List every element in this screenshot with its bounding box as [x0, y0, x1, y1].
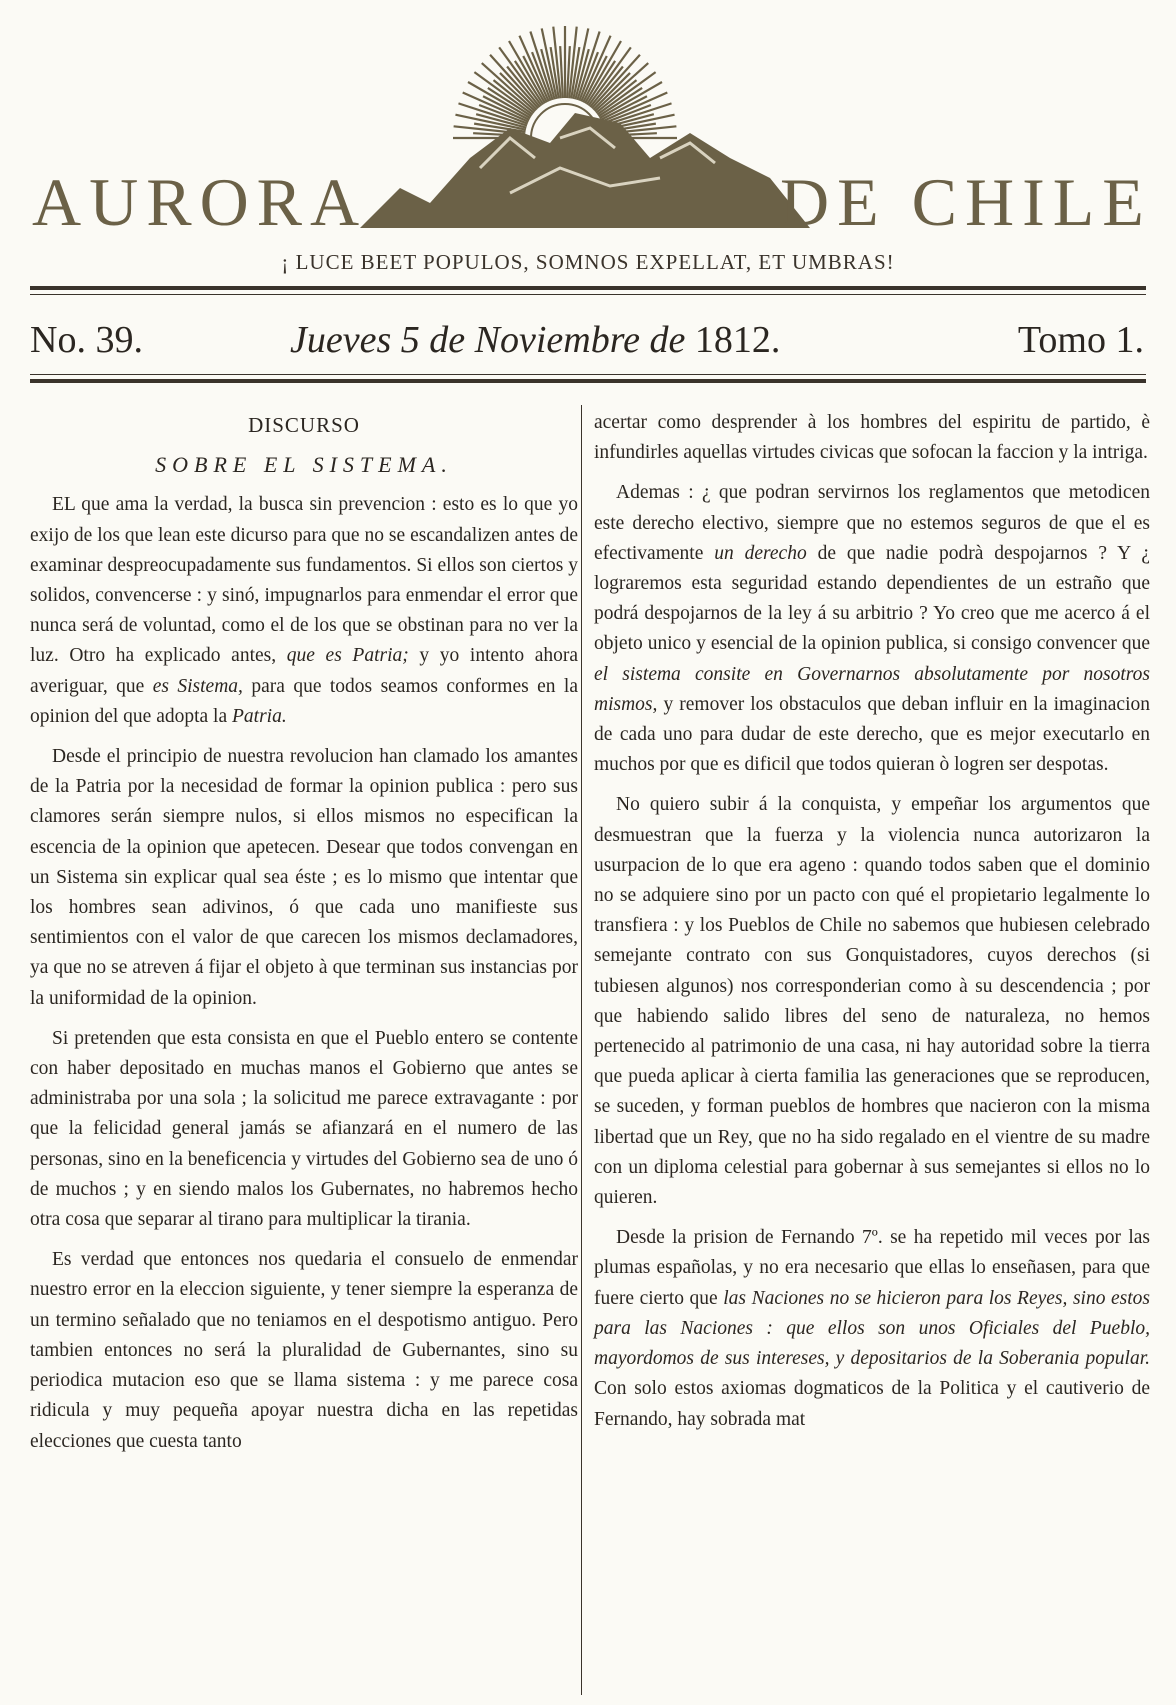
rule-bottom-thin [30, 374, 1146, 375]
paragraph: No quiero subir á la conquista, y empeñar los argumentos que desmuestran que la fuerza y la violencia nunca autorizaron la usurpacion de lo que era ageno : quando todos saben que el dominio no se adquiere sino por un pacto con qué el propietario legalmente lo transfiera : y los Pueblos de Chile no sabemos que hubiesen celebrado semejante contrato con sus Gonquistadores, cuyos derechos (si tubiesen algunos) nos corresponderian como à su descendencia ; por que habiendo salido libres del seno de naturaleza, no hemos pertenecido al patrimonio de una casa, ni hay autoridad sobre la tierra que pueda aplicar à cierta familia las generaciones que se reproducen, se suceden, y forman pueblos de hombres que nacieron con la misma libertad que un Rey, que no ha sido regalado en el vientre de su madre con un diploma celestial para gobernar à sus semejantes si ellos no lo quieren. [594, 794, 1150, 1209]
rule-top-thin [30, 294, 1146, 295]
text-run: y remover los obstaculos que deban influir en la imaginacion de cada uno para dudar de este derecho, que es mejor executarlo en muchos por que es dificil que todos quieran ò logren ser despotas. [594, 693, 1151, 776]
text-run-italic: Patria. [232, 705, 287, 727]
text-run: para que todos seamos conformes en la opinion del que adopta la [30, 675, 579, 727]
rule-top [30, 286, 1146, 290]
issue-tome: Tomo 1. [1017, 319, 1144, 361]
paragraph [594, 478, 1150, 780]
text-run: Ademas : ¿ que podran servirnos los reglamentos que metodicen este derecho electivo, siempre que no estemos seguros de que el es efectivamente [594, 482, 1150, 564]
text-run-italic: un derecho [714, 542, 807, 564]
paragraph [594, 1223, 1150, 1434]
rising-sun-over-mountains-icon [360, 18, 810, 238]
right-column [594, 408, 1150, 1445]
paragraph: acertar como desprender à los hombres del espiritu de partido, è infundirles aquellas virtudes civicas que sofocan la faccion y la intriga. [594, 412, 1150, 464]
text-run: Desde la prision de Fernando 7º. se ha repetido mil veces por las plumas españolas, y no era necesario que ellas lo enseñasen, para que fuere cierto que [594, 1227, 1150, 1309]
text-run-italic: es Sistema, [152, 675, 243, 697]
paragraph: Desde el principio de nuestra revolucion han clamado los amantes de la Patria por la necesidad de formar la opinion publica : pero sus clamores serán siempre nulos, si ellos mismos no especifican la escencia de la opinion que apetecen. Desear que todos convengan en un Sistema sin explicar qual sea éste ; es lo mismo que intentar que los hombres sean adivinos, ó que cada uno manifieste sus sentimientos con el valor de que carecen los mismos declamadores, ya que no se atreven á fijar el objeto à que terminan sus instancias por la uniformidad de la opinion. [30, 746, 578, 1009]
text-run: de que nadie podrà despojarnos ? Y ¿ lograremos esta seguridad estando dependientes de un estraño que podrá despojarnos de la ley á su arbitrio ? Yo creo que me acerco á el objeto unico y esencial de la opinion publica, si consigo convencer que [594, 542, 1151, 655]
text-run-italic: el sistema consite en Governarnos absolutamente por nosotros mismos, [594, 663, 1150, 715]
issue-date-text: Jueves 5 de Noviembre de [290, 319, 686, 361]
text-run: EL que ama la verdad, la busca sin prevencion : esto es lo que yo exijo de los que lean este dicurso para que no se escandalizen antes de examinar despreocupadamente sus fundamentos. Si ellos son ciertos y solidos, convencerse : y sinó, impugnarlos para enmendar el error que nunca será de voluntad, como el de los que se obstinan para no ver la luz. Otro ha explicado antes, [30, 494, 578, 667]
text-run-italic: que es Patria; [286, 645, 409, 667]
issue-year: 1812. [694, 319, 781, 361]
article-heading: DISCURSO [248, 413, 360, 437]
issue-number: No. 39. [30, 319, 143, 361]
rule-bottom [30, 379, 1146, 383]
article-subheading: SOBRE EL SISTEMA. [155, 452, 453, 478]
left-column [30, 410, 578, 1467]
issue-date [290, 318, 780, 362]
text-run-italic: las Naciones no se hicieron para los Reyes, sino estos para las Naciones : que ellos son unos Oficiales del Pueblo, mayordomos de sus intereses, y depositarios de la Soberania popular. [594, 1287, 1151, 1370]
masthead-title-left: AURORA [32, 164, 368, 240]
text-run: Con solo estos axiomas dogmaticos de la Politica y el cautiverio de Fernando, hay sobrada mat [594, 1378, 1150, 1430]
text-run: y yo intento ahora averiguar, que [30, 645, 579, 697]
masthead-title-right: DE CHILE [780, 164, 1152, 240]
paragraph [30, 490, 578, 732]
masthead-motto: ¡ LUCE BEET POPULOS, SOMNOS EXPELLAT, ET UMBRAS! [281, 250, 895, 274]
column-divider [581, 405, 582, 1695]
paragraph: Si pretenden que esta consista en que el Pueblo entero se contente con haber depositado en muchas manos el Gobierno que antes se administraba por una sola ; la solicitud me parece extravagante : por que la felicidad general jamás se afianzará en el numero de las personas, sino en la beneficencia y virtudes del Gobierno sea de uno ó de muchos ; y en siendo malos los Gubernates, no habremos hecho otra cosa que separar al tirano para multiplicar la tirania. [30, 1027, 578, 1231]
paragraph: Es verdad que entonces nos quedaria el consuelo de enmendar nuestro error en la eleccion siguiente, y tener siempre la esperanza de un termino señalado que no teniamos en el despotismo antiguo. Pero tambien entonces no será la pluralidad de Gubernantes, sino su periodica mutacion eso que se llama sistema : y me parece cosa ridicula y muy pequeña apoyar nuestra dicha en las repetidas elecciones que cuesta tanto [30, 1249, 578, 1452]
